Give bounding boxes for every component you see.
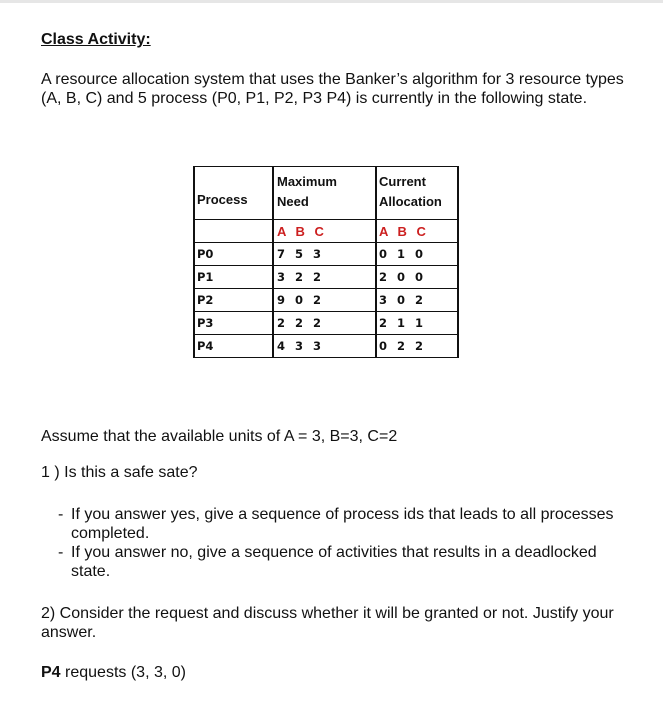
bullet-dash: - xyxy=(58,506,64,523)
process-id: P3 xyxy=(194,312,273,335)
table-row xyxy=(194,243,458,266)
available-units-text: Assume that the available units of A = 3, B=3, C=2 xyxy=(41,428,398,445)
need-resource-letters: A B C xyxy=(273,220,376,243)
max-need-header xyxy=(273,167,376,220)
request-text: requests (3, 3, 0) xyxy=(65,664,186,681)
process-id: P0 xyxy=(194,243,273,266)
table-header-row xyxy=(194,167,458,220)
table-row xyxy=(194,312,458,335)
resource-table xyxy=(193,166,459,358)
request-process: P4 xyxy=(41,664,61,681)
allocation-header-line1: Current xyxy=(379,174,426,189)
bullet-text: If you answer no, give a sequence of activities that results in a deadlocked state. xyxy=(71,544,597,580)
alloc-values: 2 1 1 xyxy=(376,312,458,335)
need-values: 2 2 2 xyxy=(273,312,376,335)
table-row xyxy=(194,335,458,358)
process-id: P2 xyxy=(194,289,273,312)
question-1: 1 ) Is this a safe sate? xyxy=(41,464,198,481)
top-rule xyxy=(0,0,663,3)
request-line xyxy=(41,664,186,682)
need-values: 7 5 3 xyxy=(273,243,376,266)
list-item xyxy=(58,543,618,581)
allocation-header-line2: Allocation xyxy=(379,194,442,209)
alloc-values: 0 1 0 xyxy=(376,243,458,266)
bullet-dash: - xyxy=(58,544,64,561)
answer-instructions xyxy=(58,505,618,581)
need-values: 3 2 2 xyxy=(273,266,376,289)
need-values: 4 3 3 xyxy=(273,335,376,358)
alloc-resource-letters: A B C xyxy=(376,220,458,243)
allocation-header xyxy=(376,167,458,220)
need-values: 9 0 2 xyxy=(273,289,376,312)
alloc-values: 2 0 0 xyxy=(376,266,458,289)
list-item xyxy=(58,505,618,543)
max-need-header-line1: Maximum xyxy=(277,174,337,189)
question-2: 2) Consider the request and discuss whether it will be granted or not. Justify your answer. xyxy=(41,605,614,641)
empty-cell xyxy=(194,220,273,243)
alloc-values: 0 2 2 xyxy=(376,335,458,358)
bullet-text: If you answer yes, give a sequence of process ids that leads to all processes completed. xyxy=(71,506,614,542)
process-id: P4 xyxy=(194,335,273,358)
process-id: P1 xyxy=(194,266,273,289)
page-title: Class Activity: xyxy=(41,31,151,48)
table-row xyxy=(194,266,458,289)
alloc-values: 3 0 2 xyxy=(376,289,458,312)
resource-letters-row xyxy=(194,220,458,243)
max-need-header-line2: Need xyxy=(277,194,309,209)
table-row xyxy=(194,289,458,312)
intro-paragraph: A resource allocation system that uses the Banker’s algorithm for 3 resource types (A, B, C) and 5 process (P0, P1, P2, P3 P4) is currently in the following state. xyxy=(41,71,624,107)
process-header: Process xyxy=(194,167,273,220)
